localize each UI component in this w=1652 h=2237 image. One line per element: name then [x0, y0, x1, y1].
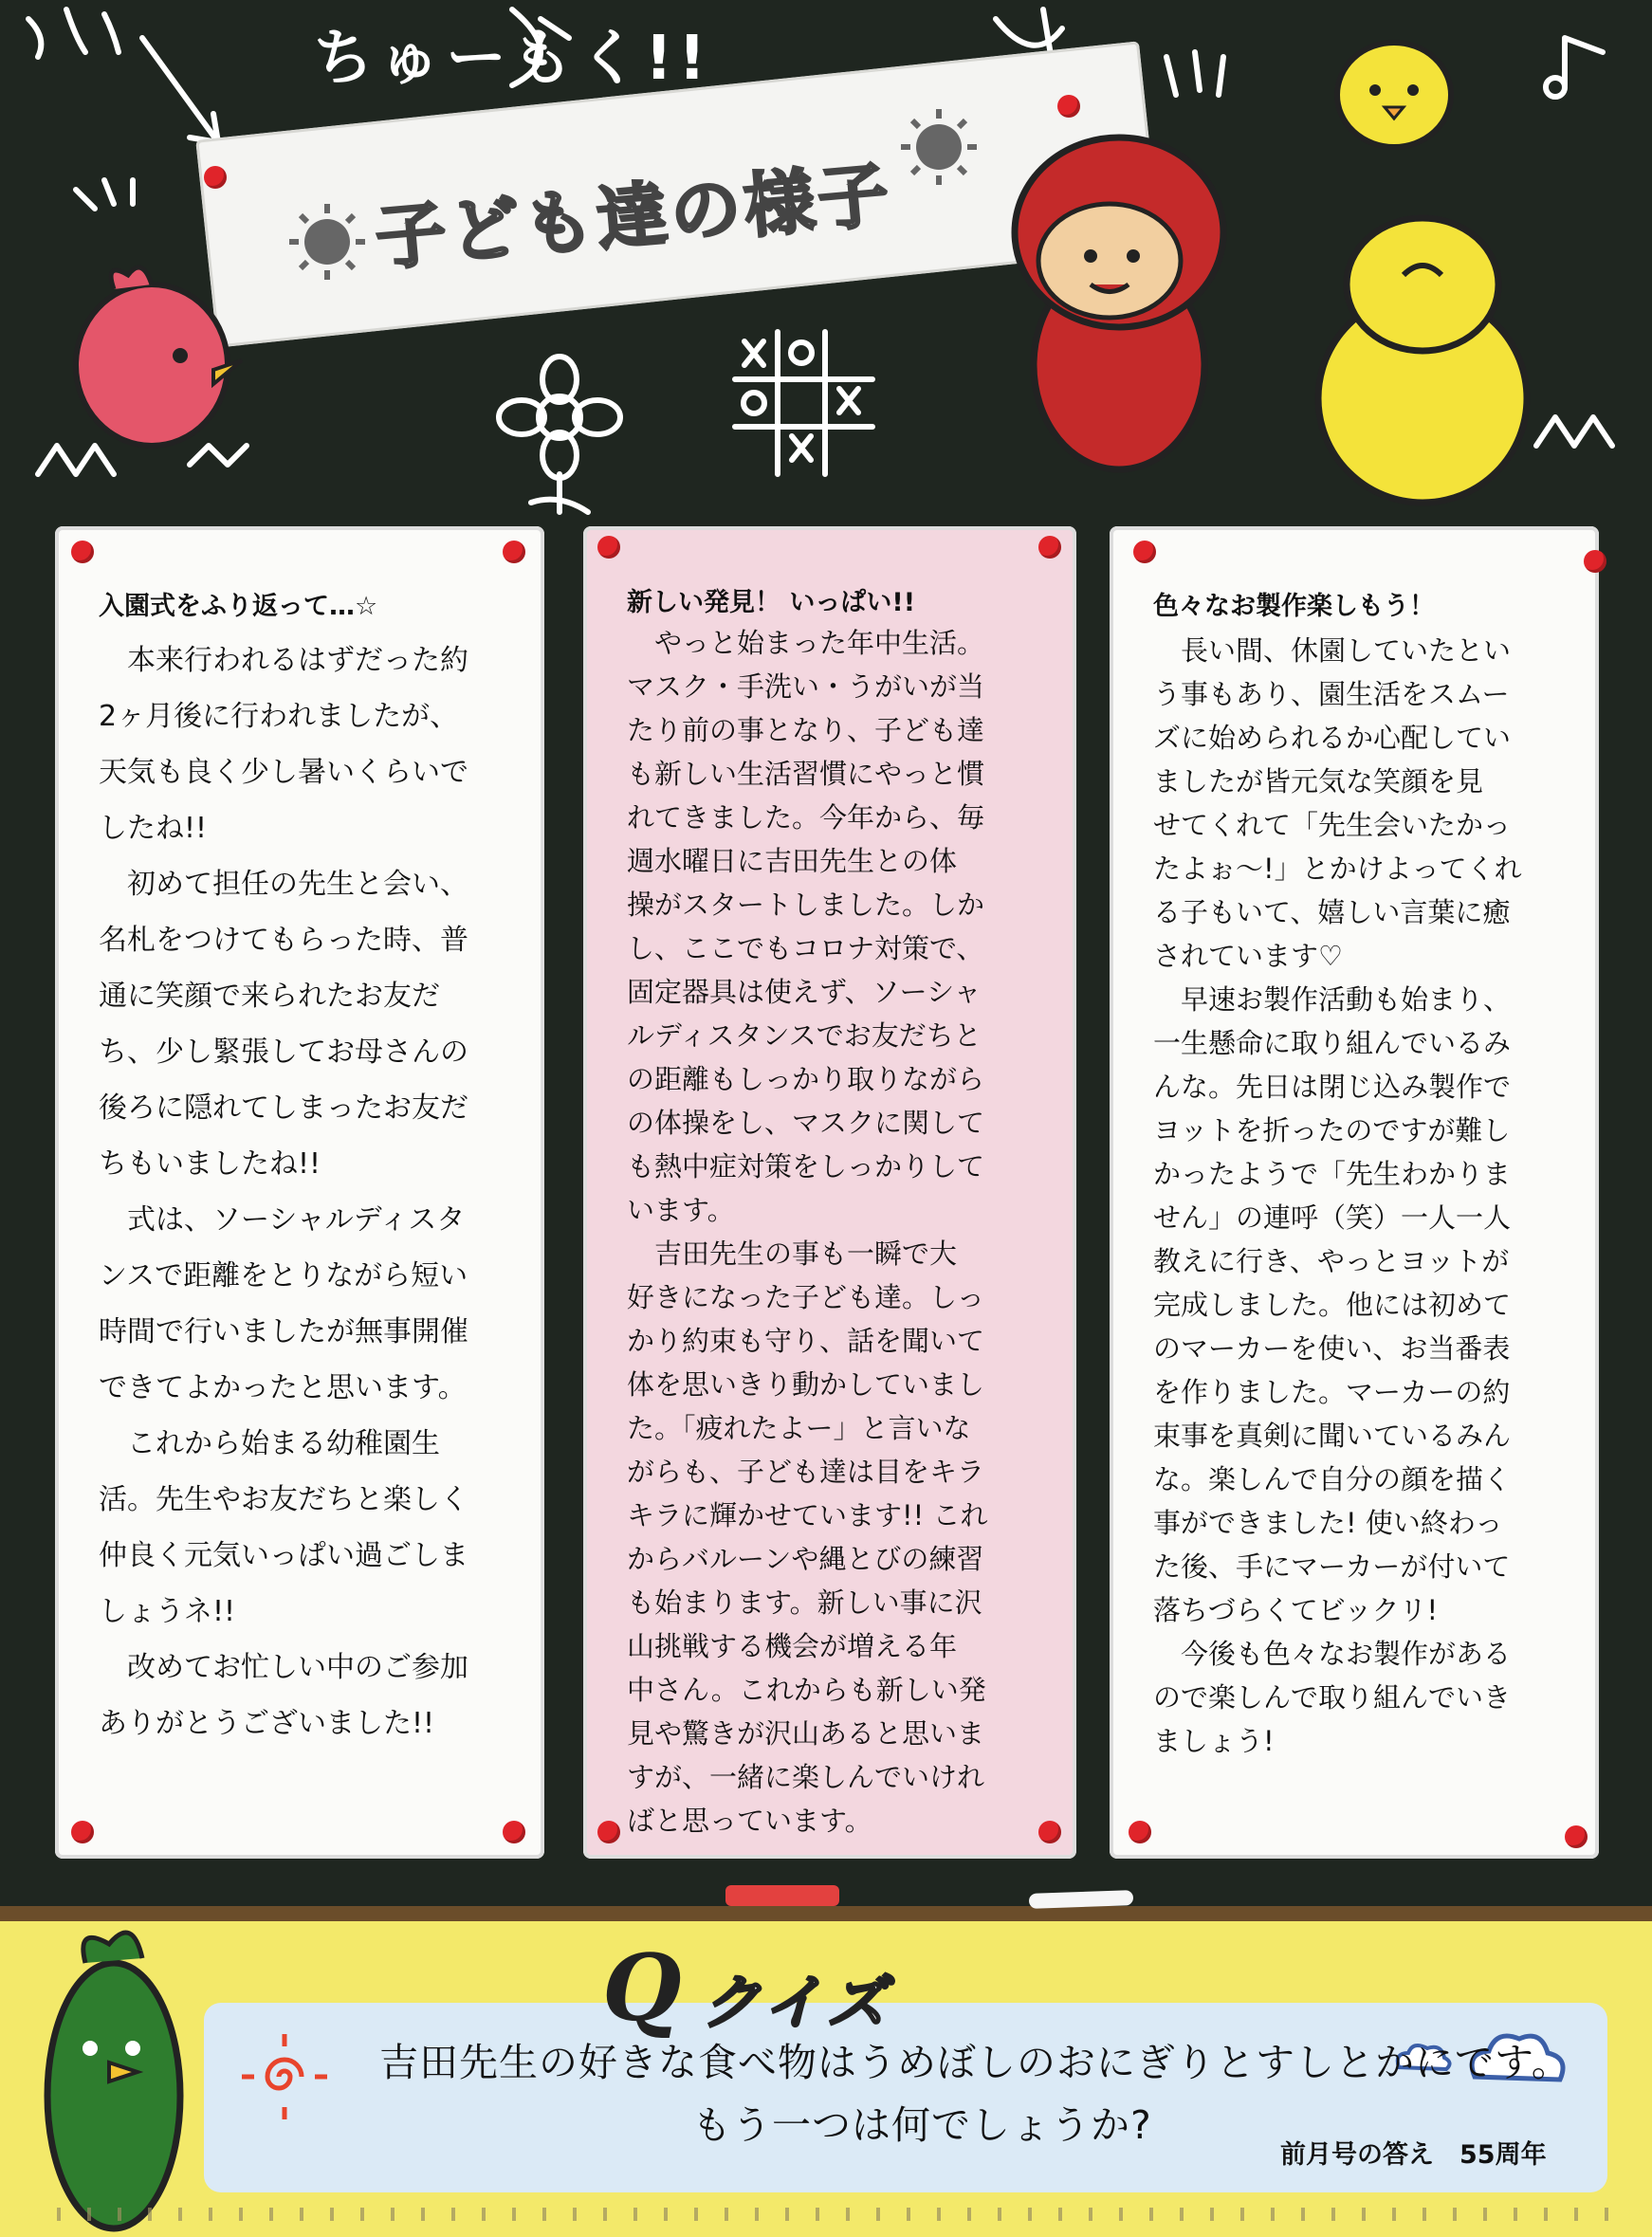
quiz-q-mark: Q: [602, 1934, 682, 2042]
banner-title: 子ども達の様子: [372, 154, 896, 281]
card-pin: [1565, 1825, 1588, 1848]
header-title: ちゅーもく!!: [313, 24, 712, 94]
card-pin: [1584, 550, 1606, 573]
dashed-border: [57, 2208, 1612, 2221]
banner-pin: [1057, 95, 1080, 118]
grass-doodle-icon: [1536, 417, 1612, 446]
tictactoe-icon: [735, 332, 872, 474]
motion-lines-icon: [1166, 52, 1223, 95]
card-pin: [503, 541, 525, 563]
column-body: やっと始まった年中生活。 マスク・手洗い・うがいが当 たり前の事となり、子ども達 も新しい生活習慣にやっと慣 れてきました。今年から、毎 週水曜日に吉田先生との体 操がスタートしました。しか し、ここでもコロナ対策で、 固定器具は使えず、ソーシャ ルディスタンスでお友だちと の距離もしっかり取りながら の体操をし、マスクに関して も熱中症対策をしっかりして います。 吉田先生の事も一瞬で大 好きになった子ども達。しっ かり約束も守り、話を聞いて 体を思いきり動かしていまし た。「疲れたよー」と言いな がらも、子ども達は目をキラ キラに輝かせています!! これ からバルーンや縄とびの練習 も始まります。新しい事に沢 山挑戦する機会が増える年 中さん。これからも新しい発 見や驚きが沢山あると思いま すが、一緒に楽しんでいけれ ばと思っています。: [627, 627, 988, 1837]
flower-icon: [499, 357, 620, 512]
column-heading: 入園式をふり返って…☆: [99, 592, 378, 621]
previous-answer: 前月号の答え 55周年: [1280, 2140, 1547, 2170]
column-card-2: [583, 526, 1076, 1859]
column-body: 本来行われるはずだった約 2ヶ月後に行われましたが、 天気も良く少し暑いくらいで したね!! 初めて担任の先生と会い、 名札をつけてもらった時、普 通に笑顔で来られたお友だ ち、少し緊張してお母さんの 後ろに隠れてしまったお友だ ちもいましたね!! 式は、ソーシャルディスタ ンスで距離をとりながら短い 時間で行いましたが無事開催 できてよかったと思います。 これから始まる幼稚園生 活。先生やお友だちと楽しく 仲良く元気いっぱい過ごしま しょうネ!! 改めてお忙しい中のご参加 ありがとうございました!!: [99, 644, 468, 1740]
hooded-child-icon: [977, 119, 1261, 488]
grass-doodle-icon: [28, 9, 119, 57]
sun-icon: [285, 199, 370, 284]
column-heading: 新しい発見！ いっぱい!!: [627, 588, 916, 617]
card-pin: [1038, 536, 1061, 559]
card-pin: [1038, 1821, 1061, 1843]
banner-pin: [204, 166, 227, 189]
column-card-3: [1110, 526, 1599, 1859]
card-pin: [71, 1821, 94, 1843]
card-pin: [503, 1821, 525, 1843]
card-pin: [1133, 541, 1156, 563]
card-pin: [597, 536, 620, 559]
arrow-icon: [142, 38, 218, 142]
card-pin: [1129, 1821, 1151, 1843]
quiz-question-line-2: もう一つは何でしょうか?: [692, 2102, 1152, 2148]
column-card-1: [55, 526, 544, 1859]
column-body: 長い間、休園していたとい う事もあり、園生活をスムー ズに始められるか心配してい ましたが皆元気な笑顔を見 せてくれて「先生会いたかっ たよぉ～!」とかけよってくれ る子もいて、嬉しい言葉に癒 されています♡ 早速お製作活動も始まり、 一生懸命に取り組んでいるみ んな。先日は閉じ込み製作で ヨットを折ったのですが難し かったようで「先生わかりま せん」の連呼（笑）一人一人 教えに行き、やっとヨットが 完成しました。他には初めて のマーカーを使い、お当番表 を作りました。マーカーの約 束事を真剣に聞いているみん な。楽しんで自分の顔を描く 事ができました! 使い終わっ た後、手にマーカーが付いて 落ちづらくてビックリ! 今後も色々なお製作がある ので楽しんで取り組んでいき ましょう!: [1153, 634, 1522, 1757]
quiz-question-line-1: 吉田先生の好きな食べ物はうめぼしのおにぎりとすしとかにです。: [379, 2040, 1571, 2085]
red-bird-icon: [38, 251, 266, 469]
sparkle-lines-icon: [76, 180, 133, 209]
sun-icon: [896, 104, 982, 190]
yellow-chick-icon: [1323, 24, 1465, 156]
spiral-sun-icon: [237, 2029, 332, 2124]
green-bird-icon: [19, 1906, 209, 2233]
card-pin: [71, 541, 94, 563]
music-note-icon: [1546, 38, 1603, 97]
quiz-title: クイズ: [702, 1968, 892, 2037]
card-pin: [597, 1821, 620, 1843]
column-heading: 色々なお製作楽しもう！: [1153, 592, 1435, 621]
chalkboard-ledge: [0, 1906, 1652, 1921]
eraser: [725, 1885, 839, 1906]
yellow-chick-icon: [1299, 209, 1546, 512]
